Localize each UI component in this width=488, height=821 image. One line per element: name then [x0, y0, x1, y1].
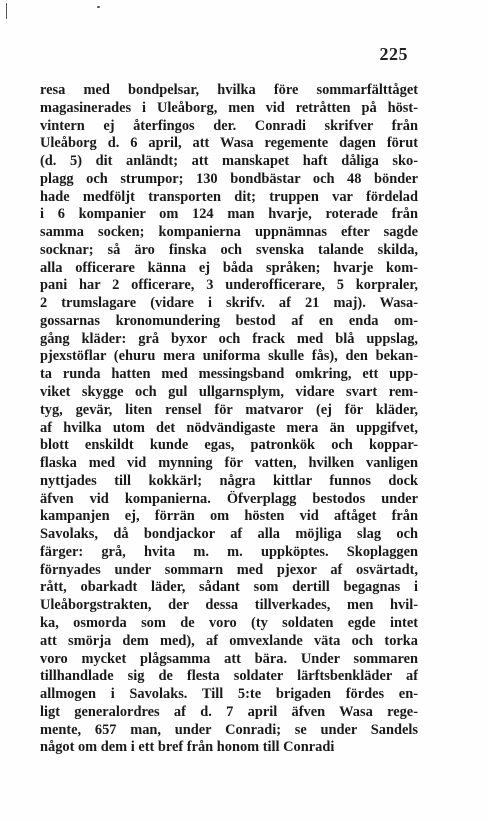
- text-line: tillhandlade sig de flesta soldater lärftsbenkläder af: [40, 668, 418, 685]
- text-line: rått, obarkadt läder, sådant som dertill begagnas i: [40, 579, 418, 596]
- text-line: Savolaks, då bondjackor af alla möjliga slag och: [40, 526, 418, 543]
- text-line: ka, osmorda som de voro (ty soldaten egde intet: [40, 614, 418, 631]
- text-line: pani har 2 officerare, 3 underofficerare, 5 korpraler,: [40, 277, 418, 294]
- text-line: Uleåborgstrakten, der dessa tillverkades, men hvil-: [40, 597, 418, 614]
- text-line: samma socken; kompanierna uppnämnas efter sagde: [40, 224, 418, 241]
- text-line: förnyades under sommarn med pjexor af osvärtadt,: [40, 561, 418, 578]
- text-line: att smörja dem med), af omvexlande väta och torka: [40, 632, 418, 649]
- text-line: resa med bondpelsar, hvilka före sommarfälttåget: [40, 82, 418, 98]
- text-line: kampanjen ej, förrän om hösten vid aftåget från: [40, 508, 418, 525]
- text-line: mente, 657 man, under Conradi; se under Sandels: [40, 721, 418, 738]
- text-line: vintern ej återfingos der. Conradi skrifver från: [40, 117, 418, 134]
- text-line: 2 trumslagare (vidare i skrifv. af 21 maj). Wasa-: [40, 295, 418, 312]
- text-line: gång kläder: grå byxor och frack med blå uppslag,: [40, 330, 418, 347]
- text-line: allmogen i Savolaks. Till 5:te brigaden fördes en-: [40, 686, 418, 703]
- text-line: plagg och strumpor; 130 bondbästar och 48 bönder: [40, 170, 418, 187]
- text-line: gossarnas kronomundering bestod af en enda om-: [40, 312, 418, 329]
- text-line: socknar; så äro finska och svenska talande skilda,: [40, 241, 418, 258]
- text-line: ligt generalordres af d. 7 april äfven Wasa rege-: [40, 703, 418, 720]
- text-line: alla officerare känna ej båda språken; hvarje kom-: [40, 259, 418, 276]
- text-line: voro mycket plågsamma att bära. Under sommaren: [40, 650, 418, 667]
- body-text: [40, 82, 418, 757]
- print-speck: [97, 6, 100, 8]
- text-line: äfven vid kompanierna. Öfverplagg bestodos under: [40, 490, 418, 507]
- text-line: nyttjades till kokkärl; några kittlar funnos dock: [40, 472, 418, 489]
- text-line: ta runda hatten med messingsband omkring, ett upp-: [40, 366, 418, 383]
- text-line: af hvilka utom det nödvändigaste mera än uppgifvet,: [40, 419, 418, 436]
- text-line: tyg, gevär, liten rensel för matvaror (ej för kläder,: [40, 401, 418, 418]
- text-line: något om dem i ett bref från honom till Conradi: [40, 739, 335, 756]
- text-line: färger: grå, hvita m. m. uppköptes. Skoplaggen: [40, 543, 418, 560]
- text-line: Uleåborg d. 6 april, att Wasa regemente dagen förut: [40, 135, 418, 152]
- page-number: 225: [379, 44, 408, 64]
- text-line: viket skygge och gul ullgarnsplym, vidare svart rem-: [40, 384, 418, 401]
- text-line: (d. 5) dit anländt; att manskapet haft dåliga sko-: [40, 153, 418, 170]
- text-line: magasinerades i Uleåborg, men vid retråtten på höst-: [40, 99, 418, 116]
- text-line: flaska med vid mynning för vatten, hvilken vanligen: [40, 455, 418, 472]
- print-speck: [6, 3, 7, 19]
- text-line: hade medföljt transporten dit; truppen var fördelad: [40, 188, 418, 205]
- text-line: i 6 kompanier om 124 man hvarje, roterade från: [40, 206, 418, 223]
- text-line: blott enskildt kunde egas, patronkök och koppar-: [40, 437, 418, 454]
- text-line: pjexstöflar (ehuru mera uniforma skulle fås), den bekan-: [40, 348, 418, 365]
